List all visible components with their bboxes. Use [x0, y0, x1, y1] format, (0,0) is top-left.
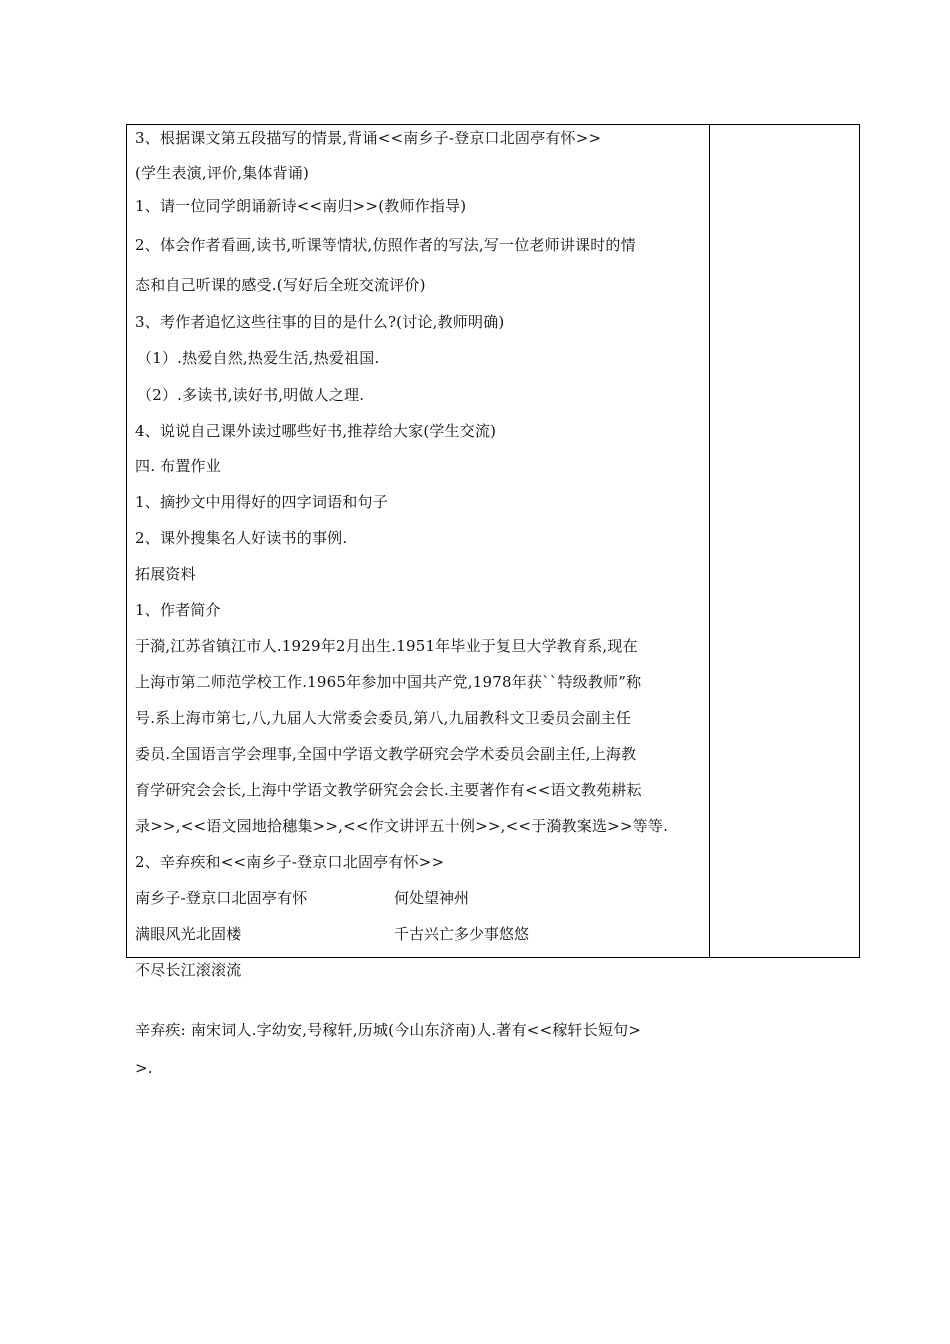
text-line: 1、摘抄文中用得好的四字词语和句子 [135, 493, 388, 511]
text-line: 辛弃疾: 南宋词人.字幼安,号稼轩,历城(今山东济南)人.著有<<稼轩长短句> [135, 1021, 642, 1039]
text-line: 3、根据课文第五段描写的情景,背诵<<南乡子-登京口北固亭有怀>> [135, 129, 602, 147]
text-line: 2、辛弃疾和<<南乡子-登京口北固亭有怀>> [135, 853, 445, 871]
section-heading: 四. 布置作业 [135, 457, 221, 475]
poem-line-left: 不尽长江滚滚流 [135, 961, 242, 979]
main-content-cell [135, 124, 703, 979]
text-line: (学生表演,评价,集体背诵) [135, 164, 310, 182]
poem-line-left: 南乡子-登京口北固亭有怀 [135, 889, 308, 907]
text-line: 1、请一位同学朗诵新诗<<南归>>(教师作指导) [135, 197, 467, 215]
text-line: 2、体会作者看画,读书,听课等情状,仿照作者的写法,写一位老师讲课时的情 [135, 236, 636, 254]
text-line: 2、课外搜集名人好读书的事例. [135, 529, 348, 547]
section-heading: 拓展资料 [135, 565, 196, 583]
poem-line-left: 满眼风光北固楼 [135, 925, 242, 943]
text-line: 委员.全国语言学会理事,全国中学语文教学研究会学术委员会副主任,上海教 [135, 745, 637, 763]
text-line: 上海市第二师范学校工作.1965年参加中国共产党,1978年获``特级教师”称 [135, 673, 642, 691]
text-line: 号.系上海市第七,八,九届人大常委会委员,第八,九届教科文卫委员会副主任 [135, 709, 632, 727]
poem-line-right: 千古兴亡多少事悠悠 [394, 925, 530, 943]
text-line: 态和自己听课的感受.(写好后全班交流评价) [135, 276, 426, 294]
text-line: 4、说说自己课外读过哪些好书,推荐给大家(学生交流) [135, 422, 497, 440]
text-line: （2）.多读书,读好书,明做人之理. [137, 386, 365, 404]
text-line: 录>>,<<语文园地拾穗集>>,<<作文讲评五十例>>,<<于漪教案选>>等等. [135, 817, 669, 835]
text-line: >. [135, 1059, 153, 1077]
text-line: 于漪,江苏省镇江市人.1929年2月出生.1951年毕业于复旦大学教育系,现在 [135, 637, 638, 655]
text-line: 3、考作者追忆这些往事的目的是什么?(讨论,教师明确) [135, 313, 505, 331]
notes-column-cell [710, 125, 860, 957]
text-line: 育学研究会会长,上海中学语文教学研究会会长.主要著作有<<语文教苑耕耘 [135, 781, 642, 799]
text-line: 1、作者简介 [135, 601, 221, 619]
text-line: （1）.热爱自然,热爱生活,热爱祖国. [137, 349, 380, 367]
poem-line-right: 何处望神州 [394, 889, 470, 907]
